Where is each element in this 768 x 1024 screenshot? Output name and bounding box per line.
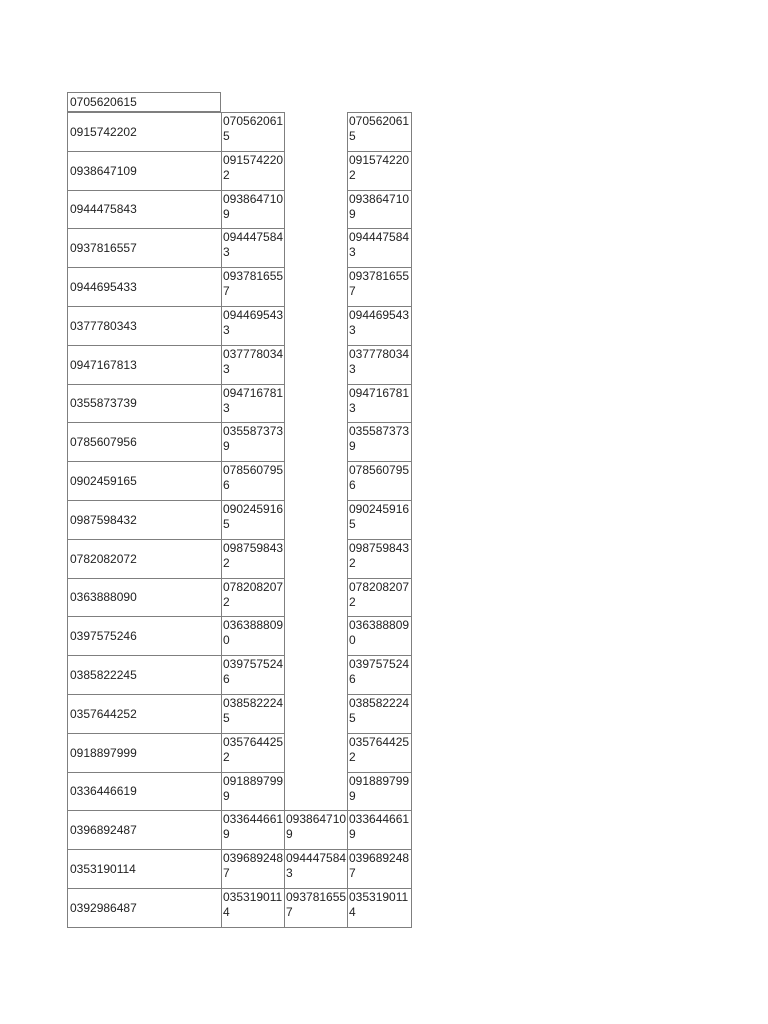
cell-text: 0357644252 — [349, 735, 410, 764]
cell-col-d — [347, 422, 412, 462]
cell-col-d — [347, 888, 412, 928]
cell-text: 0355873739 — [223, 424, 284, 453]
cell-col-b — [221, 384, 285, 423]
cell-col-d — [347, 500, 412, 540]
cell-text: 0385822245 — [349, 696, 410, 725]
cell-col-b — [221, 190, 285, 229]
cell-text: 0944475843 — [223, 230, 284, 259]
cell-text: 0944695433 — [349, 308, 410, 337]
cell-col-d — [347, 578, 412, 617]
cell-col-b — [221, 539, 285, 579]
cell-text: 0947167813 — [349, 386, 410, 415]
cell-text: 0902459165 — [349, 502, 410, 531]
cell-col-a: 0782082072 — [67, 539, 222, 579]
cell-text: 0396892487 — [349, 851, 410, 880]
cell-col-a: 0918897999 — [67, 733, 222, 773]
cell-col-a: 0902459165 — [67, 461, 222, 501]
table-header-cell: 0705620615 — [67, 92, 221, 112]
cell-text: 0357644252 — [223, 735, 284, 764]
cell-text: 0785607956 — [349, 463, 410, 492]
cell-col-d — [347, 694, 412, 734]
cell-col-a: 0357644252 — [67, 694, 222, 734]
cell-text: 0937816557 — [286, 890, 347, 919]
cell-text: 0915742202 — [349, 153, 410, 182]
cell-text: 0938647109 — [349, 192, 410, 221]
cell-col-b — [221, 267, 285, 307]
cell-text: 0902459165 — [223, 502, 284, 531]
cell-col-c — [284, 810, 348, 850]
cell-text: 0336446619 — [349, 812, 410, 841]
cell-text: 0397575246 — [223, 657, 284, 686]
cell-col-d — [347, 267, 412, 307]
cell-text: 0363888090 — [223, 618, 284, 647]
cell-col-c — [284, 888, 348, 928]
cell-col-d — [347, 306, 412, 346]
cell-col-b — [221, 578, 285, 617]
cell-col-b — [221, 655, 285, 695]
cell-col-b — [221, 810, 285, 850]
cell-col-a: 0377780343 — [67, 306, 222, 346]
cell-text: 0785607956 — [223, 463, 284, 492]
cell-text: 0353190114 — [349, 890, 409, 919]
cell-text: 0944475843 — [349, 230, 410, 259]
cell-text: 0937816557 — [349, 269, 410, 298]
cell-text: 0363888090 — [349, 618, 410, 647]
cell-col-a: 0396892487 — [67, 810, 222, 850]
cell-text: 0397575246 — [349, 657, 410, 686]
cell-col-b — [221, 733, 285, 773]
cell-col-d — [347, 849, 412, 889]
cell-col-a: 0363888090 — [67, 578, 222, 617]
cell-col-b — [221, 694, 285, 734]
cell-col-d — [347, 190, 412, 229]
cell-col-b — [221, 888, 285, 928]
cell-col-a: 0392986487 — [67, 888, 222, 928]
cell-col-d — [347, 112, 412, 152]
cell-text: 0918897999 — [349, 774, 410, 803]
cell-col-d — [347, 345, 412, 385]
cell-col-a: 0385822245 — [67, 655, 222, 695]
cell-text: 0947167813 — [223, 386, 284, 415]
cell-col-d — [347, 655, 412, 695]
cell-text: 0355873739 — [349, 424, 410, 453]
cell-col-a: 0355873739 — [67, 384, 222, 423]
cell-text: 0705620615 — [223, 114, 284, 143]
cell-col-d — [347, 616, 412, 656]
cell-col-a: 0937816557 — [67, 228, 222, 268]
cell-col-d — [347, 733, 412, 773]
cell-col-a: 0785607956 — [67, 422, 222, 462]
cell-text: 0782082072 — [223, 580, 284, 609]
cell-col-d — [347, 810, 412, 850]
cell-text: 0385822245 — [223, 696, 284, 725]
cell-text: 0396892487 — [223, 851, 284, 880]
cell-col-a: 0987598432 — [67, 500, 222, 540]
cell-text: 0705620615 — [349, 114, 410, 143]
cell-col-a: 0938647109 — [67, 151, 222, 191]
cell-text: 0353190114 — [223, 890, 283, 919]
cell-col-a: 0944475843 — [67, 190, 222, 229]
cell-text: 0782082072 — [349, 580, 410, 609]
cell-col-a: 0353190114 — [67, 849, 222, 889]
cell-text: 0938647109 — [223, 192, 284, 221]
cell-text: 0938647109 — [286, 812, 347, 841]
cell-col-a: 0915742202 — [67, 112, 222, 152]
cell-col-b — [221, 772, 285, 811]
cell-text: 0944475843 — [286, 851, 347, 880]
cell-col-d — [347, 228, 412, 268]
cell-col-b — [221, 422, 285, 462]
cell-col-b — [221, 306, 285, 346]
cell-text: 0377780343 — [349, 347, 410, 376]
cell-col-b — [221, 461, 285, 501]
cell-col-a: 0944695433 — [67, 267, 222, 307]
cell-col-b — [221, 151, 285, 191]
cell-text: 0915742202 — [223, 153, 284, 182]
cell-col-d — [347, 772, 412, 811]
cell-col-a: 0947167813 — [67, 345, 222, 385]
cell-text: 0987598432 — [349, 541, 410, 570]
cell-col-c — [284, 849, 348, 889]
cell-col-b — [221, 849, 285, 889]
cell-col-b — [221, 228, 285, 268]
cell-text: 0336446619 — [223, 812, 284, 841]
cell-text: 0377780343 — [223, 347, 284, 376]
cell-col-b — [221, 345, 285, 385]
cell-col-d — [347, 539, 412, 579]
cell-text: 0918897999 — [223, 774, 284, 803]
cell-col-b — [221, 112, 285, 152]
cell-text: 0944695433 — [223, 308, 284, 337]
cell-col-a: 0336446619 — [67, 772, 222, 811]
cell-text: 0987598432 — [223, 541, 284, 570]
cell-col-d — [347, 151, 412, 191]
cell-col-b — [221, 616, 285, 656]
cell-col-b — [221, 500, 285, 540]
cell-col-a: 0397575246 — [67, 616, 222, 656]
cell-col-d — [347, 461, 412, 501]
cell-text: 0937816557 — [223, 269, 284, 298]
cell-col-d — [347, 384, 412, 423]
